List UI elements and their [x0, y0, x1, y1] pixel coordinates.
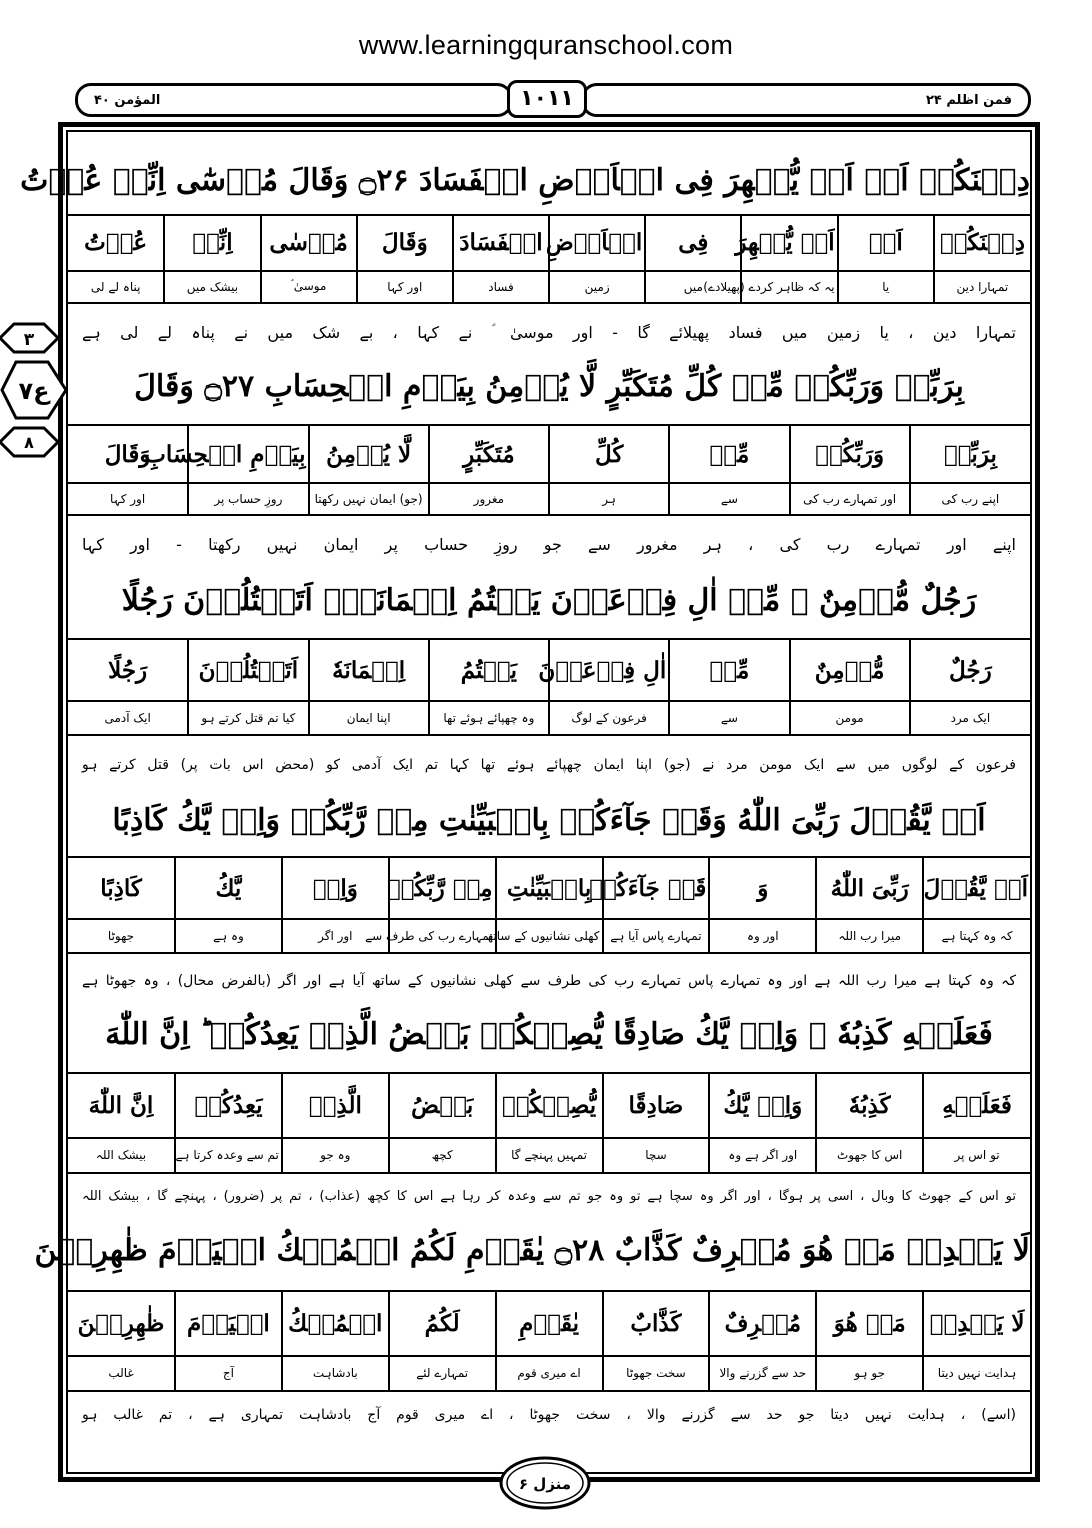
meaning-4-4: تمہارے پاس آیا ہے	[603, 919, 710, 952]
ruku-markers	[0, 320, 70, 470]
manzil-badge	[497, 1454, 593, 1512]
meaning-6-5: اے میری قوم	[496, 1356, 603, 1390]
word-2-6: لَّا يُؤۡمِنُ	[309, 426, 429, 483]
word-3-7: اَتَقۡتُلُوۡنَ	[188, 640, 308, 701]
word-5-8: يَعِدُكُمۡ	[175, 1074, 282, 1138]
header-surah-box	[75, 83, 513, 117]
word-1-3: اَنۡ يُّظۡهِرَ	[741, 216, 837, 271]
meaning-6-3: حد سے گزرنے والا	[709, 1356, 816, 1390]
word-4-6: مِنۡ رَّبِّكُمۡ	[389, 858, 496, 919]
page-number: ۱۰۱۱	[507, 80, 587, 118]
word-1-10: عُذۡتُ	[68, 216, 164, 271]
meaning-4-5: کھلی نشانیوں کے ساتھ	[496, 919, 603, 952]
word-5-9: اِنَّ اللّٰهَ	[68, 1074, 175, 1138]
meaning-2-8: اور کہا	[110, 492, 146, 507]
word-5-3: وَاِنۡ يَّكُ	[709, 1074, 816, 1138]
word-2-3: مِّنۡ	[669, 426, 789, 483]
word-1-6: الۡفَسَادَ	[453, 216, 549, 271]
translation-2: اپنے اور تمہارے رب کی ، ہر مغرور سے جو روزِ حساب پر ایمان نہیں رکھتا - اور کہا	[82, 535, 1016, 554]
word-2-7: بِيَوۡمِ الۡحِسَابِ	[188, 426, 308, 483]
meaning-1-9: بیشک میں	[164, 271, 260, 302]
meaning-3-7: کیا تم قتل کرتے ہو	[188, 701, 308, 734]
meaning-3-4: فرعون کے لوگ	[549, 701, 669, 734]
word-table-3	[68, 638, 1030, 736]
meaning-2-1: اپنے رب کی	[910, 483, 1030, 514]
word-6-7: الۡمُلۡكُ	[282, 1292, 389, 1356]
word-2-4: كُلِّ	[549, 426, 669, 483]
meaning-6-8: آج	[175, 1356, 282, 1390]
ayah-line-4: اَنۡ يَّقُوۡلَ رَبِّىَ اللّٰهُ وَقَدۡ جَآءَكُمۡ بِالۡبَيِّنٰتِ مِنۡ رَّبِّكُمۡ وَاِنۡ يَّكُ كَاذِبًا	[112, 803, 986, 838]
word-2-8: وَقَالَ	[68, 426, 188, 483]
word-6-6: لَكُمُ	[389, 1292, 496, 1356]
ruku-mark-middle: ع۷	[18, 377, 50, 405]
word-3-8: رَجُلًا	[68, 640, 188, 701]
word-5-5: يُّصِبۡكُمۡ	[496, 1074, 603, 1138]
word-4-9: كَاذِبًا	[68, 858, 175, 919]
translation-5: تو اس کے جھوٹ کا وبال ، اسی پر ہوگا ، اور اگر وہ سچا ہے تو وہ جو تم سے وعدہ کر رہا ہے اس کا کچھ (عذاب) ، تم پر (ضرور) ، پہنچے گا ، بیشک اللہ	[82, 1189, 1016, 1204]
meaning-5-8: تم سے وعدہ کرتا ہے	[175, 1138, 282, 1172]
meaning-3-2: مومن	[790, 701, 910, 734]
meaning-3-6: اپنا ایمان	[309, 701, 429, 734]
meaning-5-4: سچا	[603, 1138, 710, 1172]
word-2-2: وَرَبِّكُمۡ	[790, 426, 910, 483]
word-table-4	[68, 856, 1030, 954]
meaning-4-1: کہ وہ کہتا ہے	[923, 919, 1030, 952]
meaning-2-3: سے	[669, 483, 789, 514]
meaning-5-1: تو اس پر	[923, 1138, 1030, 1172]
word-6-8: الۡيَوۡمَ	[175, 1292, 282, 1356]
word-6-4: كَذَّابٌ	[603, 1292, 710, 1356]
meaning-1-6: فساد	[453, 271, 549, 302]
word-4-1: اَنۡ يَّقُوۡلَ	[923, 858, 1030, 919]
word-6-5: يٰقَوۡمِ	[496, 1292, 603, 1356]
word-3-1: رَجُلٌ	[910, 640, 1030, 701]
word-4-5: بِالۡبَيِّنٰتِ	[496, 858, 603, 919]
word-1-7: وَقَالَ	[357, 216, 453, 271]
translation-3: فرعون کے لوگوں میں سے ایک مومن مرد نے (جو) اپنا ایمان چھپائے ہوئے تھا کہا تم ایک آدمی کو (محض اس بات پر) قتل کرتے ہو	[82, 757, 1016, 773]
word-1-9: اِنِّىۡ	[164, 216, 260, 271]
meaning-3-1: ایک مرد	[910, 701, 1030, 734]
word-2-5: مُتَكَبِّرٍ	[429, 426, 549, 483]
word-4-7: وَاِنۡ	[282, 858, 389, 919]
word-1-8: مُوۡسٰى	[261, 216, 357, 271]
meaning-1-10: پناہ لے لی	[90, 279, 141, 294]
meaning-1-8: موسیٰ ؑ	[261, 271, 357, 302]
word-table-6	[68, 1290, 1030, 1392]
meaning-4-8: وہ ہے	[175, 919, 282, 952]
meaning-2-4: ہر	[549, 483, 669, 514]
ruku-mark-top: ۳	[23, 330, 35, 350]
meaning-2-2: اور تمہارے رب کی	[790, 483, 910, 514]
meaning-4-7: اور اگر	[282, 919, 389, 952]
meaning-4-2: میرا رب اللہ	[816, 919, 923, 952]
meaning-2-7: روزِ حساب پر	[188, 483, 308, 514]
meaning-6-6: تمہارے لئے	[389, 1356, 496, 1390]
header-surah-name: المؤمن ۴۰	[94, 93, 161, 108]
meaning-6-4: سخت جھوٹا	[603, 1356, 710, 1390]
word-table-2	[68, 424, 1030, 516]
translation-4: کہ وہ کہتا ہے میرا رب اللہ ہے اور وہ تمہارے پاس تمہارے رب کی طرف سے کھلی نشانیوں کے ساتھ آیا ہے اور اگر (بالفرض محال) ، وہ جھوٹا ہے	[82, 973, 1016, 989]
meaning-5-3: اور اگر ہے وہ	[709, 1138, 816, 1172]
meaning-3-3: سے	[669, 701, 789, 734]
word-6-3: مُسۡرِفٌ	[709, 1292, 816, 1356]
meaning-1-5: زمین	[549, 271, 645, 302]
header-juz-name: فمن اظلم ۲۴	[925, 93, 1012, 108]
meaning-3-5: وہ چھپائے ہوئے تھا	[429, 701, 549, 734]
meaning-6-9: غالب	[108, 1366, 134, 1381]
meaning-6-2: جو ہو	[816, 1356, 923, 1390]
meaning-5-6: کچھ	[389, 1138, 496, 1172]
meaning-6-7: بادشاہت	[282, 1356, 389, 1390]
meaning-2-6: (جو) ایمان نہیں رکھتا	[309, 483, 429, 514]
ayah-line-5: فَعَلَيۡهِ كَذِبُهٗ ۚ وَاِنۡ يَّكُ صَادِقًا يُّصِبۡكُمۡ بَعۡضُ الَّذِىۡ يَعِدُكُمۡ ؕ اِنَّ اللّٰهَ	[105, 1017, 993, 1052]
meaning-6-1: ہدایت نہیں دیتا	[923, 1356, 1030, 1390]
ruku-mark-bottom: ۸	[24, 433, 34, 452]
word-6-2: مَنۡ هُوَ	[816, 1292, 923, 1356]
meaning-4-6: تمہارے رب کی طرف سے	[389, 919, 496, 952]
word-5-4: صَادِقًا	[603, 1074, 710, 1138]
word-4-4: قَدۡ جَآءَكُمۡ	[603, 858, 710, 919]
word-5-2: كَذِبُهٗ	[816, 1074, 923, 1138]
word-6-9: ظٰهِرِيۡنَ	[68, 1292, 175, 1356]
word-3-2: مُّؤۡمِنٌ	[790, 640, 910, 701]
meaning-1-7: اور کہا	[357, 271, 453, 302]
meaning-2-5: مغرور	[429, 483, 549, 514]
word-1-5: الۡاَرۡضِ	[549, 216, 645, 271]
word-4-2: رَبِّىَ اللّٰهُ	[816, 858, 923, 919]
word-3-6: اِيۡمَانَهٗ	[309, 640, 429, 701]
word-5-1: فَعَلَيۡهِ	[923, 1074, 1030, 1138]
word-1-4: فِى	[645, 216, 741, 271]
ayah-line-2: بِرَبِّىۡ وَرَبِّكُمۡ مِّنۡ كُلِّ مُتَكَبِّرٍ لَّا يُؤۡمِنُ بِيَوۡمِ الۡحِسَابِ ۝۲۷ وَقَالَ	[134, 369, 964, 404]
word-5-6: بَعۡضُ	[389, 1074, 496, 1138]
word-3-3: مِّنۡ	[669, 640, 789, 701]
word-3-4: اٰلِ فِرۡعَوۡنَ	[549, 640, 669, 701]
translation-6: (اسے) ، ہدایت نہیں دیتا جو حد سے گزرنے والا ، سخت جھوٹا ، اے میری قوم آج بادشاہت تمہاری ہے ، تم غالب ہو	[82, 1407, 1016, 1423]
word-1-2: اَوۡ	[838, 216, 934, 271]
word-4-3: وَ	[709, 858, 816, 919]
translation-1: تمہارا دین ، یا زمین میں فساد پھیلائے گا - اور موسیٰ ؑ نے کہا ، بے شک میں نے پناہ لے لی ہے	[82, 323, 1016, 342]
word-5-7: الَّذِىۡ	[282, 1074, 389, 1138]
ayah-line-3: رَجُلٌ مُّؤۡمِنٌ ۖ مِّنۡ اٰلِ فِرۡعَوۡنَ يَكۡتُمُ اِيۡمَانَهٗۤ اَتَقۡتُلُوۡنَ رَجُلًا	[121, 583, 977, 618]
meaning-5-9: بیشک اللہ	[95, 1148, 147, 1163]
word-table-1	[68, 214, 1030, 304]
word-1-1: دِيۡنَكُمۡ	[934, 216, 1030, 271]
site-url[interactable]: www.learningquranschool.com	[358, 30, 734, 60]
word-2-1: بِرَبِّىۡ	[910, 426, 1030, 483]
meaning-5-7: وہ جو	[282, 1138, 389, 1172]
meaning-1-4: میں	[645, 271, 741, 302]
word-table-5	[68, 1072, 1030, 1174]
meaning-1-3: یہ کہ ظاہر کردے (پھیلادے)	[741, 271, 837, 302]
meaning-5-5: تمہیں پہنچے گا	[496, 1138, 603, 1172]
manzil-label: منزل ۶	[518, 1475, 572, 1493]
ayah-line-6: لَا يَهۡدِىۡ مَنۡ هُوَ مُسۡرِفٌ كَذَّابٌ ۝۲۸ يٰقَوۡمِ لَكُمُ الۡمُلۡكُ الۡيَوۡمَ ظٰهِرِيۡنَ	[34, 1233, 1030, 1268]
meaning-1-2: یا	[838, 271, 934, 302]
meaning-1-1: تمہارا دین	[934, 271, 1030, 302]
meaning-5-2: اس کا جھوٹ	[816, 1138, 923, 1172]
ayah-line-1: دِيۡنَكُمۡ اَوۡ اَنۡ يُّظۡهِرَ فِى الۡاَرۡضِ الۡفَسَادَ ۝۲۶ وَقَالَ مُوۡسٰٓى اِنِّىۡ عُذۡتُ	[20, 163, 1030, 198]
meaning-4-3: اور وہ	[709, 919, 816, 952]
meaning-3-8: ایک آدمی	[104, 711, 151, 726]
meaning-4-9: جھوٹا	[107, 929, 135, 944]
word-6-1: لَا يَهۡدِىۡ	[923, 1292, 1030, 1356]
header-juz-box	[581, 83, 1031, 117]
word-3-5: يَكۡتُمُ	[429, 640, 549, 701]
word-4-8: يَّكُ	[175, 858, 282, 919]
